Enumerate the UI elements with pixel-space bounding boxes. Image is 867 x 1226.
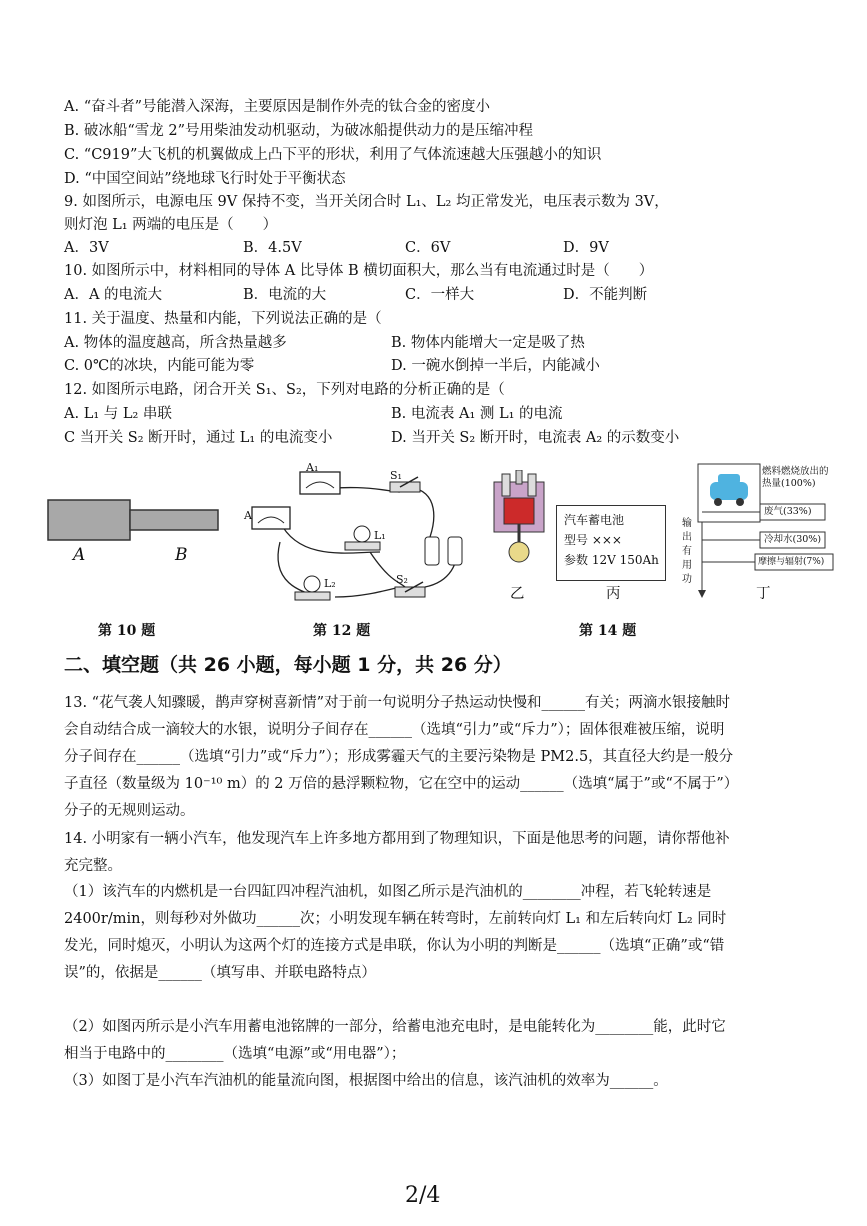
- label-ding: 丁: [756, 586, 771, 602]
- figure-14-energy-flow: [680, 462, 840, 607]
- label-a: A: [244, 509, 252, 522]
- option-9a: A．3V: [64, 240, 109, 256]
- battery-params: 参数 12V 150Ah: [564, 553, 659, 567]
- figure-14-engine-cylinder: [488, 470, 550, 600]
- label-l1: L₁: [374, 529, 386, 542]
- question-13: 13. “花气袭人知骤暖，鹊声穿树喜新情”对于前一句说明分子热运动快慢和______有关；两滴水银接触时会自动结合成一滴较大的水银，说明分子间存在______（选填“引力”或“斥力”）；固体很难被压缩，说明分子间存在______（选填“引力”或“斥力”）；形成雾霾天气的主要污染物是 PM2.5，其直径大约是一般分子直径（数量级为 10⁻¹⁰ m）的 2 万倍的悬浮颗粒物，它在空中的运动______（选填“属于”或“不属于”）分子的无规则运动。: [64, 695, 734, 819]
- section-title: 二、填空题（共 26 小题，每小题 1 分，共 26 分）: [64, 654, 512, 676]
- label-l2: L₂: [324, 577, 336, 590]
- option-9b: B．4.5V: [243, 240, 302, 256]
- energy-input: 燃料燃烧放出的热量(100%): [762, 466, 829, 489]
- option-11a: A. 物体的温度越高，所含热量越多: [64, 335, 287, 351]
- question-9-line1: 9. 如图所示，电源电压 9V 保持不变，当开关闭合时 L₁、L₂ 均正常发光，电压表示数为 3V，: [64, 194, 669, 210]
- figure-10-conductors: [45, 495, 225, 575]
- figure-14-battery-card: [556, 500, 668, 600]
- option-12b: B. 电流表 A₁ 测 L₁ 的电流: [391, 406, 563, 422]
- label-bing: 丙: [606, 586, 621, 602]
- option-10a: A．A 的电流大: [64, 287, 163, 303]
- option-9d: D．9V: [563, 240, 609, 256]
- option-11d: D. 一碗水倒掉一半后，内能减小: [391, 358, 600, 374]
- option-12d: D. 当开关 S₂ 断开时，电流表 A₂ 的示数变小: [391, 430, 680, 446]
- label-a1: A₁: [306, 461, 319, 474]
- question-14-part3: （3）如图丁是小汽车汽油机的能量流向图，根据图中给出的信息，该汽油机的效率为______。: [64, 1073, 668, 1089]
- question-14-intro: 14. 小明家有一辆小汽车，他发现汽车上许多地方都用到了物理知识，下面是他思考的问题，请你帮他补充完整。: [64, 831, 730, 874]
- option-8a: A. “奋斗者”号能潜入深海，主要原因是制作外壳的钛合金的密度小: [64, 99, 491, 115]
- energy-friction: 摩擦与辐射(7%): [758, 557, 825, 567]
- page-number: 2/4: [405, 1183, 441, 1208]
- energy-useful-work: 输出有用功: [682, 518, 692, 585]
- label-yi: 乙: [510, 586, 525, 602]
- label-conductor-a: A: [73, 545, 86, 565]
- caption-q14: 第 14 题: [579, 623, 637, 639]
- option-12c: C 当开关 S₂ 断开时，通过 L₁ 的电流变小: [64, 430, 333, 446]
- caption-q10: 第 10 题: [98, 623, 156, 639]
- figure-12-circuit: [240, 462, 480, 612]
- option-11b: B. 物体内能增大一定是吸了热: [391, 335, 585, 351]
- option-10c: C．一样大: [405, 287, 475, 303]
- option-8b: B. 破冰船“雪龙 2”号用柴油发动机驱动，为破冰船提供动力的是压缩冲程: [64, 123, 534, 139]
- option-11c: C. 0℃的冰块，内能可能为零: [64, 358, 255, 374]
- label-s2: S₂: [396, 573, 408, 586]
- option-10b: B．电流的大: [243, 287, 327, 303]
- question-9-line2: 则灯泡 L₁ 两端的电压是（ ）: [64, 217, 278, 233]
- question-12: 12. 如图所示电路，闭合开关 S₁、S₂，下列对电路的分析正确的是（: [64, 382, 505, 398]
- question-11: 11. 关于温度、热量和内能，下列说法正确的是（: [64, 311, 382, 327]
- label-conductor-b: B: [175, 545, 188, 565]
- option-8c: C. “C919”大飞机的机翼做成上凸下平的形状，利用了气体流速越大压强越小的知识: [64, 147, 602, 163]
- energy-exhaust: 废气(33%): [764, 506, 812, 517]
- caption-q12: 第 12 题: [313, 623, 371, 639]
- question-14-part2: （2）如图丙所示是小汽车用蓄电池铭牌的一部分，给蓄电池充电时，是电能转化为________能，此时它相当于电路中的________（选填“电源”或“用电器”）；: [64, 1019, 726, 1062]
- option-12a: A. L₁ 与 L₂ 串联: [64, 406, 172, 422]
- option-9c: C．6V: [405, 240, 451, 256]
- energy-cooling: 冷却水(30%): [764, 534, 822, 545]
- label-s1: S₁: [390, 469, 402, 482]
- question-10: 10. 如图所示中，材料相同的导体 A 比导体 B 横切面积大，那么当有电流通过时是（ ）: [64, 263, 654, 279]
- battery-title: 汽车蓄电池: [564, 513, 625, 527]
- question-14-part1: （1）该汽车的内燃机是一台四缸四冲程汽油机，如图乙所示是汽油机的________冲程，若飞轮转速是 2400r/min，则每秒对外做功______次；小明发现车辆在转弯时，左前转向灯 L₁ 和左后转向灯 L₂ 同时发光，同时熄灭，小明认为这两个灯的连接方式是串联，你认为小明的判断是______（选填“正确”或“错误”的，依据是______（填写串、并联电路特点）: [64, 884, 727, 981]
- option-8d: D. “中国空间站”绕地球飞行时处于平衡状态: [64, 171, 346, 187]
- battery-model: 型号 ×××: [564, 533, 622, 547]
- option-10d: D．不能判断: [563, 287, 648, 303]
